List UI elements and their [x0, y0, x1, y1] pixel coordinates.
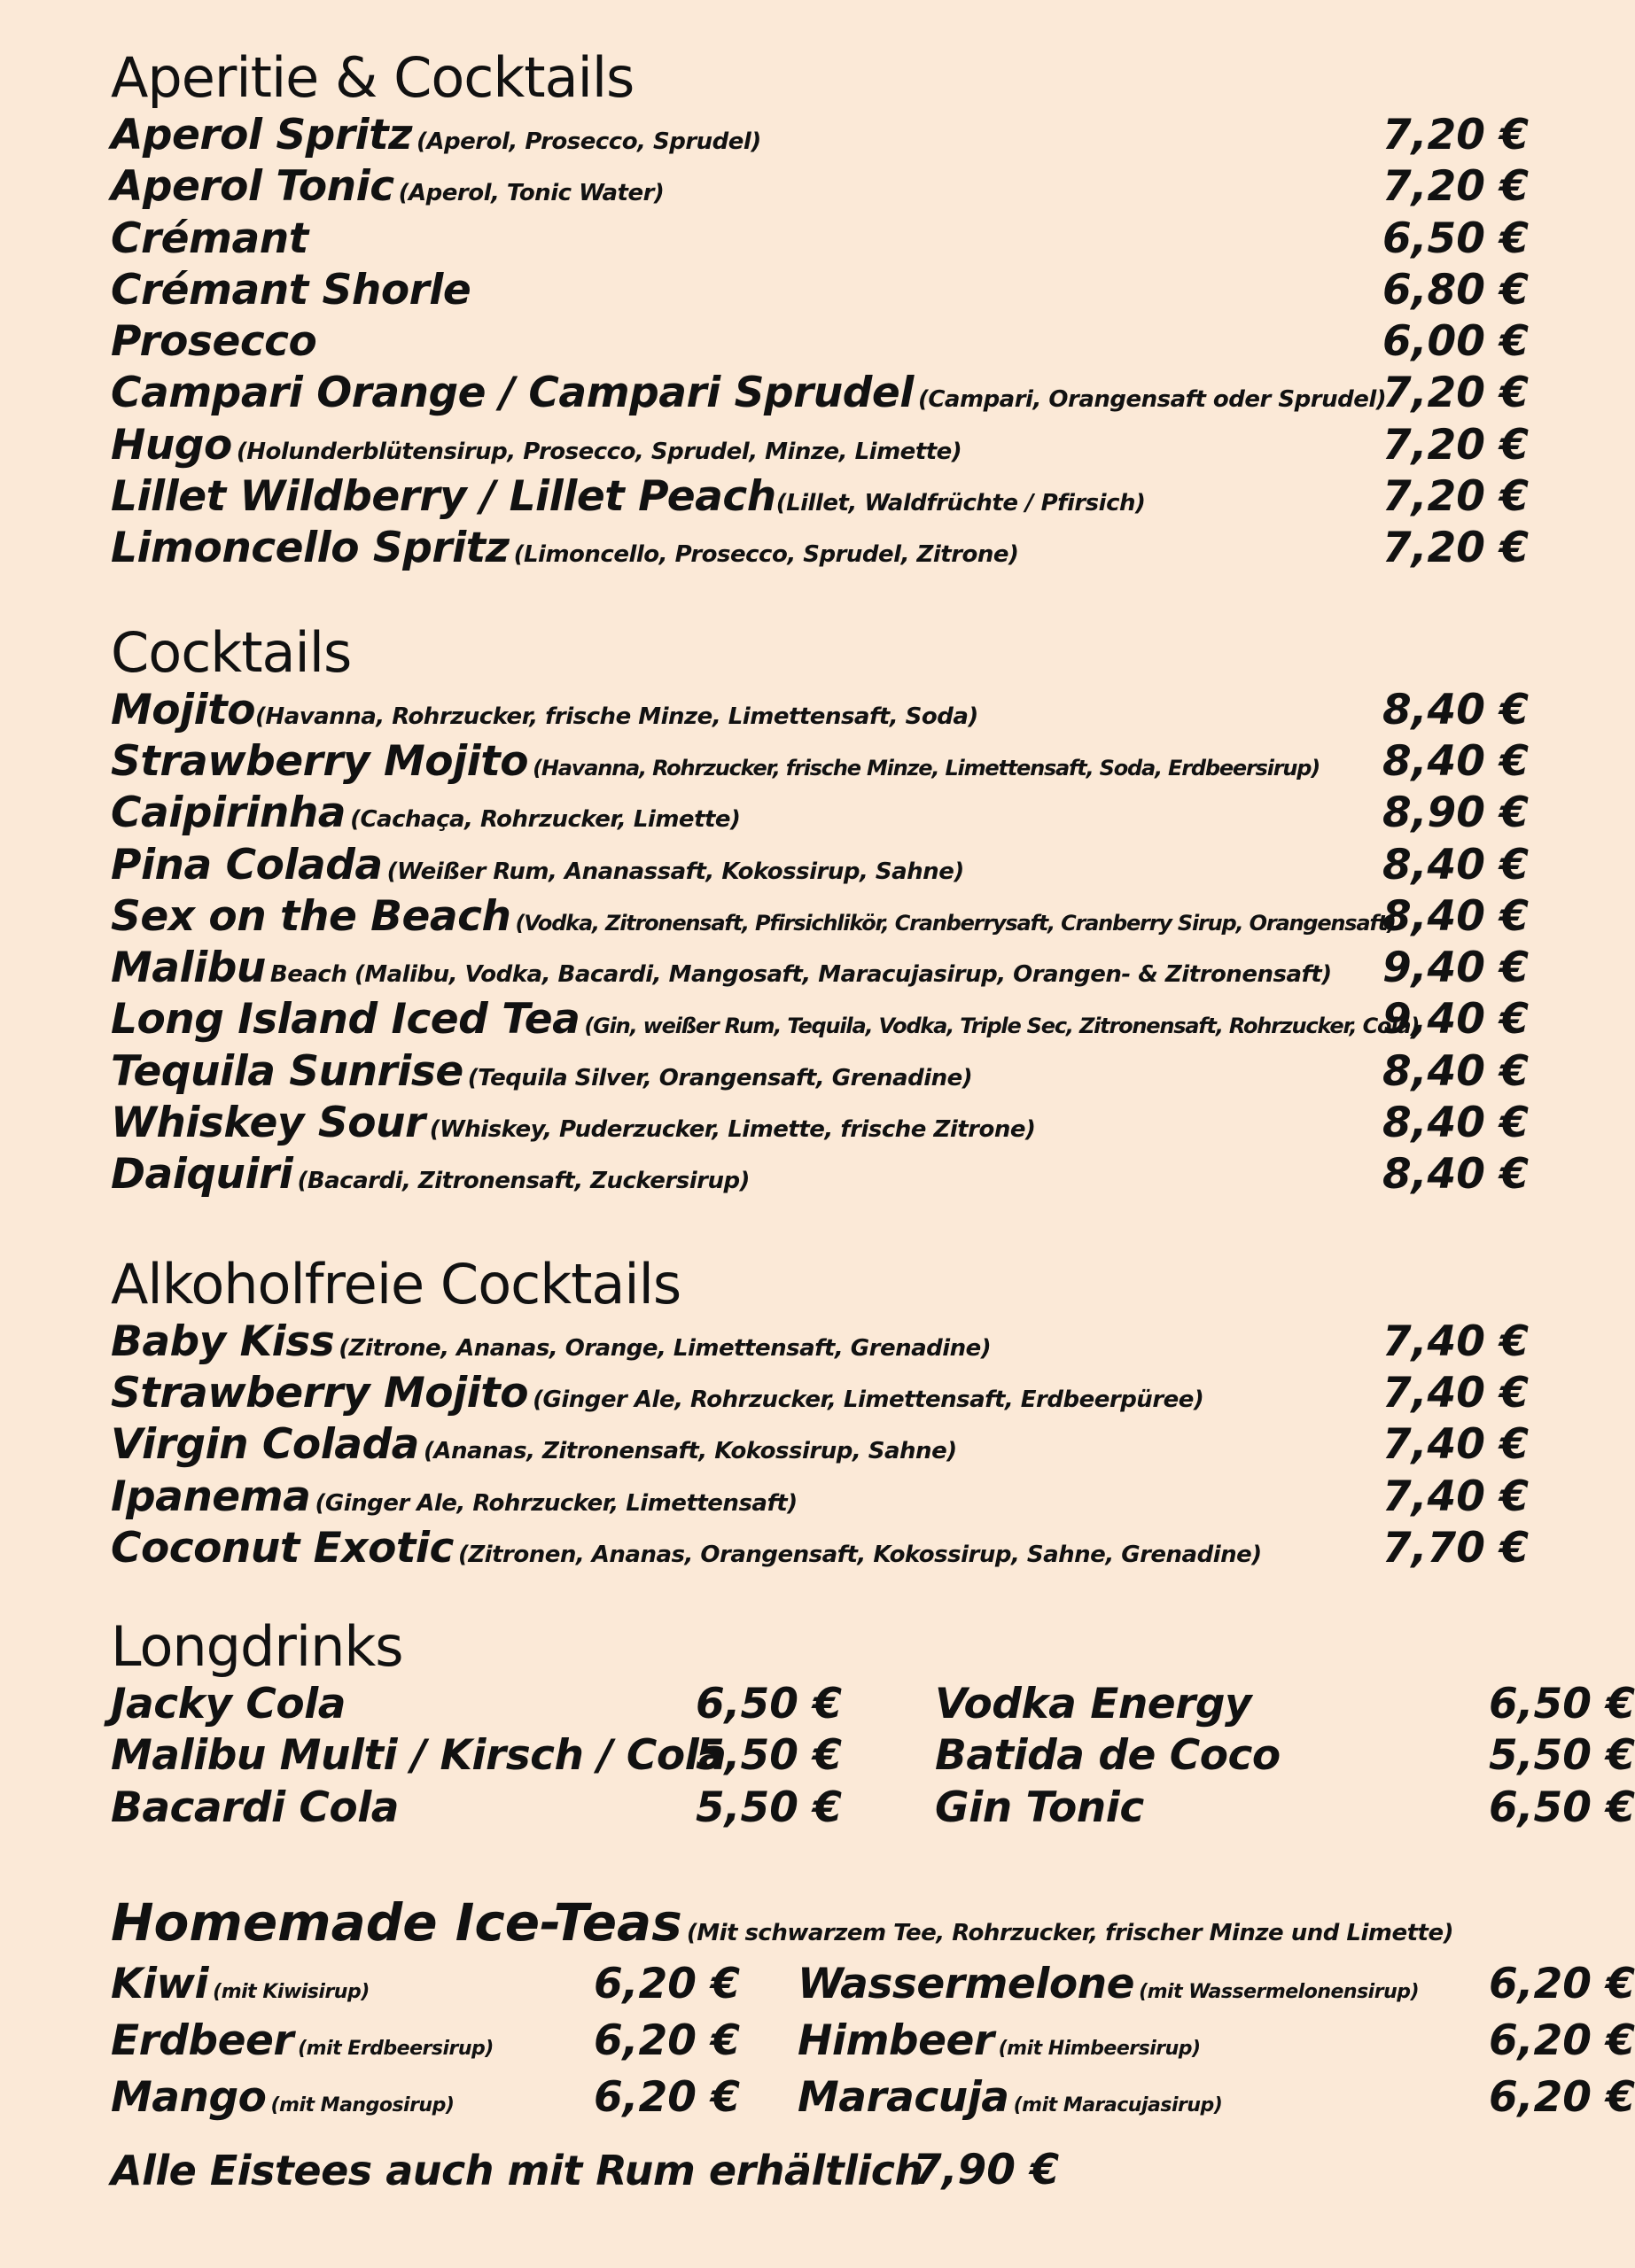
item-price: 8,40 €	[1382, 685, 1529, 734]
item-price: 7,20 €	[1382, 369, 1529, 418]
item-price: 8,40 €	[1382, 1150, 1529, 1200]
item-name: Baby Kiss	[111, 1317, 335, 1366]
item-name: Vodka Energy	[935, 1680, 1252, 1729]
item-name: Batida de Coco	[935, 1731, 1281, 1781]
section-title-aperitif: Aperitie & Cocktails	[111, 45, 635, 110]
item-desc: (Havanna, Rohrzucker, frische Minze, Limettensaft, Soda, Erdbeersirup)	[533, 755, 1320, 781]
item-price: 6,20 €	[1488, 2016, 1635, 2066]
item-name: Ipanema	[111, 1472, 311, 1521]
menu-item	[111, 840, 1529, 891]
item-desc: (Cachaça, Rohrzucker, Limette)	[350, 806, 741, 834]
item-price: 6,20 €	[1488, 1960, 1635, 2009]
menu-item	[111, 2013, 740, 2070]
item-name: Whiskey Sour	[111, 1099, 425, 1148]
item-price: 6,50 €	[1488, 1783, 1635, 1832]
menu-page	[111, 35, 1635, 2133]
item-name: Tequila Sunrise	[111, 1046, 463, 1096]
menu-item	[111, 523, 1529, 574]
item-desc: (mit Wassermelonensirup)	[1139, 1981, 1420, 2004]
item-price: 8,40 €	[1382, 840, 1529, 889]
item-desc: (Lillet, Waldfrüchte / Pfirsich)	[775, 490, 1146, 517]
item-name: Sex on the Beach	[111, 891, 511, 941]
item-desc: (mit Erdbeersirup)	[298, 2038, 494, 2061]
item-name: Erdbeer	[111, 2016, 294, 2066]
item-name: Lillet Wildberry / Lillet Peach	[111, 472, 776, 522]
item-desc: (Whiskey, Puderzucker, Limette, frische Zitrone)	[429, 1116, 1036, 1144]
item-name: Prosecco	[111, 317, 317, 367]
item-desc: (Limoncello, Prosecco, Sprudel, Zitrone)	[513, 541, 1019, 569]
menu-item	[111, 943, 1529, 994]
item-name: Daiquiri	[111, 1150, 293, 1200]
icetea-left-column	[111, 1956, 740, 2126]
menu-item	[111, 265, 1529, 316]
item-desc: (Ginger Ale, Rohrzucker, Limettensaft, Erdbeerpüree)	[533, 1386, 1204, 1413]
item-name: Gin Tonic	[935, 1783, 1144, 1832]
item-name: Pina Colada	[111, 840, 383, 889]
menu-item	[111, 161, 1529, 213]
item-price: 7,40 €	[1382, 1472, 1529, 1521]
item-name: Aperol Tonic	[111, 162, 394, 212]
item-desc: (Ginger Ale, Rohrzucker, Limettensaft)	[315, 1489, 798, 1517]
menu-item	[111, 1523, 1529, 1574]
item-name: Strawberry Mojito	[111, 1368, 529, 1418]
item-desc: (mit Mangosirup)	[270, 2094, 455, 2117]
item-price: 7,20 €	[1382, 111, 1529, 159]
aperitif-list	[111, 110, 1529, 575]
section-title-longdrinks: Longdrinks	[111, 1614, 403, 1680]
menu-item	[111, 994, 1529, 1045]
section-title-alkoholfrei: Alkoholfreie Cocktails	[111, 1251, 681, 1317]
item-price: 6,50 €	[1382, 214, 1529, 263]
menu-item	[935, 1679, 1635, 1730]
menu-item	[111, 214, 1529, 265]
item-name: Crémant Shorle	[111, 265, 471, 315]
item-price: 6,20 €	[593, 2016, 740, 2066]
menu-item	[111, 316, 1529, 368]
menu-item	[111, 1046, 1529, 1098]
item-price: 6,20 €	[1488, 2073, 1635, 2123]
item-name: Virgin Colada	[111, 1420, 419, 1470]
item-price: 6,50 €	[695, 1680, 842, 1729]
footer-text: Alle Eistees auch mit Rum erhältlich	[111, 2147, 923, 2194]
section-title-icetea	[111, 1880, 1529, 1956]
menu-item	[111, 1783, 842, 1834]
section-title-cocktails: Cocktails	[111, 619, 352, 685]
menu-item	[111, 1730, 842, 1782]
menu-item	[798, 1956, 1635, 2013]
menu-item	[111, 736, 1529, 788]
longdrinks-right-column	[935, 1679, 1635, 1834]
item-name: Aperol Spritz	[111, 111, 412, 159]
item-price: 8,40 €	[1382, 1099, 1529, 1148]
menu-item	[111, 1419, 1529, 1471]
menu-item	[111, 1368, 1529, 1419]
item-price: 6,20 €	[593, 2073, 740, 2123]
menu-item	[111, 1679, 842, 1730]
footer-note	[111, 2140, 1060, 2211]
item-price: 6,20 €	[593, 1960, 740, 2009]
item-price: 7,40 €	[1382, 1420, 1529, 1470]
menu-item	[111, 1956, 740, 2013]
icetea-title: Homemade Ice-Teas	[111, 1892, 682, 1953]
menu-item	[111, 1149, 1529, 1200]
item-desc: (Zitronen, Ananas, Orangensaft, Kokossirup, Sahne, Grenadine)	[457, 1541, 1262, 1568]
item-desc: (Bacardi, Zitronensaft, Zuckersirup)	[297, 1168, 750, 1195]
menu-item	[111, 1098, 1529, 1149]
menu-item	[111, 891, 1529, 943]
item-desc: (Vodka, Zitronensaft, Pfirsichlikör, Cranberrysaft, Cranberry Sirup, Orangensaft)	[515, 910, 1396, 936]
menu-item	[111, 788, 1529, 839]
item-name: Maracuja	[798, 2073, 1009, 2123]
item-name: Wassermelone	[798, 1960, 1134, 2009]
item-name: Himbeer	[798, 2016, 994, 2066]
item-price: 8,40 €	[1382, 891, 1529, 941]
menu-item	[111, 471, 1529, 523]
item-price: 6,00 €	[1382, 317, 1529, 367]
item-price: 5,50 €	[695, 1731, 842, 1781]
menu-item	[935, 1783, 1635, 1834]
icetea-right-column	[798, 1956, 1635, 2126]
item-price: 5,50 €	[695, 1783, 842, 1832]
item-name: Malibu	[111, 944, 266, 993]
item-name: Caipirinha	[111, 788, 346, 838]
item-price: 7,20 €	[1382, 162, 1529, 212]
menu-item	[798, 2070, 1635, 2126]
menu-item	[111, 1317, 1529, 1368]
item-desc: (Weißer Rum, Ananassaft, Kokossirup, Sahne)	[386, 858, 964, 885]
item-name: Jacky Cola	[111, 1680, 346, 1729]
icetea-note: (Mit schwarzem Tee, Rohrzucker, frischer Minze und Limette)	[686, 1920, 1453, 1947]
item-price: 8,40 €	[1382, 1046, 1529, 1096]
item-desc: (mit Kiwisirup)	[213, 1981, 370, 2004]
item-name: Hugo	[111, 420, 232, 470]
longdrinks-left-column	[111, 1679, 842, 1834]
item-name: Bacardi Cola	[111, 1783, 400, 1832]
item-price: 8,40 €	[1382, 736, 1529, 786]
item-price: 6,50 €	[1488, 1680, 1635, 1729]
item-price: 7,20 €	[1382, 420, 1529, 470]
item-name: Coconut Exotic	[111, 1523, 454, 1573]
menu-item	[935, 1730, 1635, 1782]
item-desc: (Aperol, Tonic Water)	[398, 180, 665, 207]
item-desc: (Tequila Silver, Orangensaft, Grenadine)	[467, 1064, 973, 1091]
item-desc: (Holunderblütensirup, Prosecco, Sprudel, Minze, Limette)	[236, 438, 962, 465]
menu-item	[111, 1472, 1529, 1523]
item-name: Kiwi	[111, 1960, 209, 2009]
item-desc: (Gin, weißer Rum, Tequila, Vodka, Triple Sec, Zitronensaft, Rohrzucker, Cola)	[584, 1014, 1420, 1039]
footer-price: 7,90 €	[913, 2146, 1060, 2194]
item-price: 6,80 €	[1382, 265, 1529, 315]
item-name: Strawberry Mojito	[111, 736, 529, 786]
menu-item	[111, 110, 1529, 161]
item-price: 8,90 €	[1382, 788, 1529, 838]
longdrinks-list	[111, 1679, 1635, 1834]
item-price: 7,70 €	[1382, 1523, 1529, 1573]
item-price: 7,40 €	[1382, 1317, 1529, 1366]
menu-item	[111, 685, 1529, 736]
item-name: Mango	[111, 2073, 267, 2123]
item-name: Limoncello Spritz	[111, 524, 510, 573]
item-price: 7,40 €	[1382, 1368, 1529, 1418]
item-desc: (Campari, Orangensaft oder Sprudel)	[917, 386, 1387, 414]
item-desc: (mit Himbeersirup)	[998, 2038, 1201, 2061]
alkoholfrei-list	[111, 1317, 1529, 1574]
item-desc: (Ananas, Zitronensaft, Kokossirup, Sahne)	[423, 1438, 957, 1465]
item-name: Campari Orange / Campari Sprudel	[111, 369, 914, 418]
item-name: Malibu Multi / Kirsch / Cola	[111, 1731, 727, 1781]
item-price: 5,50 €	[1488, 1731, 1635, 1781]
item-desc: (mit Maracujasirup)	[1013, 2094, 1223, 2117]
menu-item	[111, 420, 1529, 471]
menu-item	[111, 2070, 740, 2126]
icetea-list	[111, 1956, 1635, 2133]
item-desc: (Zitrone, Ananas, Orange, Limettensaft, Grenadine)	[339, 1334, 992, 1362]
item-desc: (Havanna, Rohrzucker, frische Minze, Limettensaft, Soda)	[255, 703, 978, 730]
item-desc: Beach (Malibu, Vodka, Bacardi, Mangosaft, Maracujasirup, Orangen- & Zitronensaft)	[269, 961, 1332, 989]
item-name: Long Island Iced Tea	[111, 995, 580, 1045]
menu-item	[798, 2013, 1635, 2070]
menu-item	[111, 368, 1529, 419]
item-price: 9,40 €	[1382, 995, 1529, 1045]
item-name: Mojito	[111, 685, 256, 734]
item-price: 7,20 €	[1382, 524, 1529, 573]
cocktails-list	[111, 685, 1529, 1201]
item-name: Crémant	[111, 214, 308, 263]
item-price: 7,20 €	[1382, 472, 1529, 522]
item-price: 9,40 €	[1382, 944, 1529, 993]
item-desc: (Aperol, Prosecco, Sprudel)	[417, 128, 761, 155]
